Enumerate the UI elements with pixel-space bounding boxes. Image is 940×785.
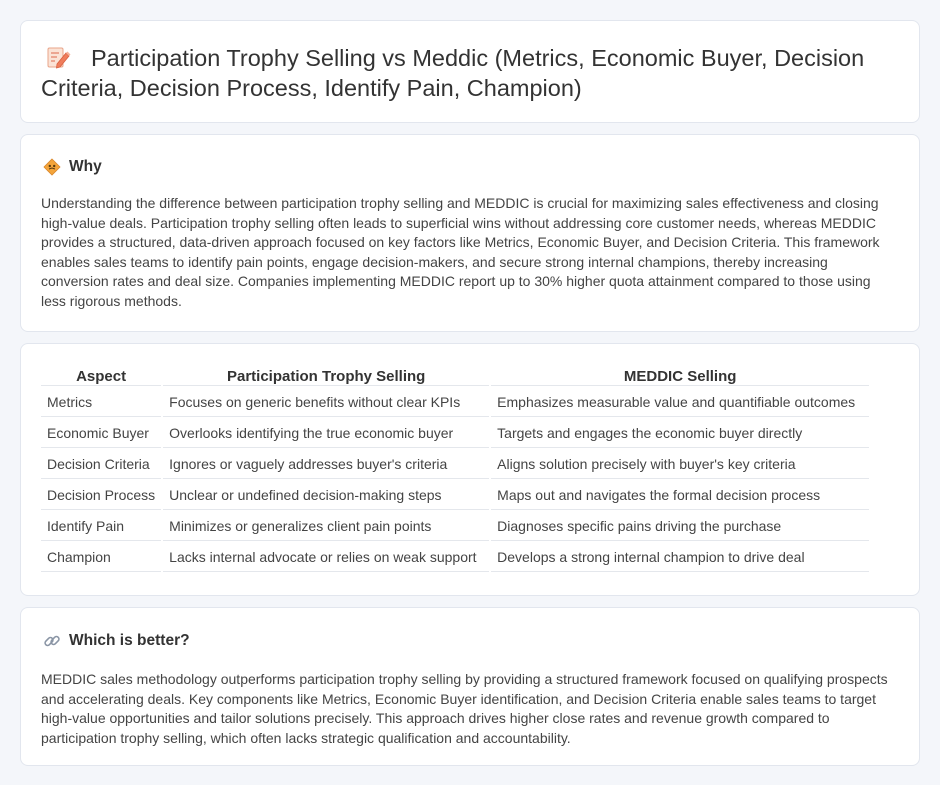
page-title — [41, 43, 899, 103]
table-row — [41, 481, 869, 510]
table-cell: Diagnoses specific pains driving the purchase — [491, 512, 869, 541]
why-section — [20, 134, 920, 332]
table-cell: Emphasizes measurable value and quantifiable outcomes — [491, 388, 869, 417]
table-row — [41, 450, 869, 479]
comparison-table — [39, 362, 871, 574]
table-cell: Identify Pain — [41, 512, 161, 541]
page-title-text: Participation Trophy Selling vs Meddic (Metrics, Economic Buyer, Decision Criteria, Decision Process, Identify Pain, Champion) — [41, 45, 865, 101]
table-cell: Aligns solution precisely with buyer's key criteria — [491, 450, 869, 479]
table-cell: Decision Process — [41, 481, 161, 510]
table-cell: Overlooks identifying the true economic buyer — [163, 419, 489, 448]
better-heading-text: Which is better? — [69, 632, 190, 649]
why-heading — [41, 157, 899, 177]
table-cell: Lacks internal advocate or relies on weak support — [163, 543, 489, 572]
table-cell: Ignores or vaguely addresses buyer's criteria — [163, 450, 489, 479]
why-heading-text: Why — [69, 158, 102, 175]
table-cell: Economic Buyer — [41, 419, 161, 448]
table-cell: Champion — [41, 543, 161, 572]
column-header-meddic: MEDDIC Selling — [491, 364, 869, 386]
table-cell: Minimizes or generalizes client pain points — [163, 512, 489, 541]
table-row — [41, 512, 869, 541]
table-row — [41, 388, 869, 417]
title-card — [20, 20, 920, 123]
table-cell: Unclear or undefined decision-making steps — [163, 481, 489, 510]
pencil-note-icon — [45, 44, 71, 70]
table-row — [41, 543, 869, 572]
better-text: MEDDIC sales methodology outperforms participation trophy selling by providing a structured framework focused on qualifying prospects and accelerating deals. Key components like Metrics, Economic Buyer identification, and Decision Criteria enable sales teams to target high-value opportunities and tailor solutions precisely. This approach drives higher close rates and revenue growth compared to participation trophy selling, which often lacks strategic qualification and accountability. — [41, 671, 888, 746]
table-header-row — [41, 364, 869, 386]
better-heading — [41, 631, 899, 651]
table-cell: Focuses on generic benefits without clear KPIs — [163, 388, 489, 417]
why-text: Understanding the difference between participation trophy selling and MEDDIC is crucial for maximizing sales effectiveness and closing high-value deals. Participation trophy selling often leads to superficial wins without addressing core customer needs, whereas MEDDIC provides a structured, data-driven approach focused on key factors like Metrics, Economic Buyer, and Decision Criteria. This framework enables sales teams to identify pain points, engage decision-makers, and secure strong internal champions, thereby increasing conversion rates and deal size. Companies implementing MEDDIC report up to 30% higher quota attainment compared to those using less rigorous methods. — [41, 195, 880, 309]
table-cell: Metrics — [41, 388, 161, 417]
diamond-sign-icon — [43, 158, 61, 176]
table-cell: Targets and engages the economic buyer directly — [491, 419, 869, 448]
column-header-aspect: Aspect — [41, 364, 161, 386]
table-cell: Maps out and navigates the formal decision process — [491, 481, 869, 510]
comparison-section — [20, 343, 920, 596]
table-cell: Develops a strong internal champion to drive deal — [491, 543, 869, 572]
table-row — [41, 419, 869, 448]
table-cell: Decision Criteria — [41, 450, 161, 479]
which-is-better-section — [20, 607, 920, 766]
column-header-participation: Participation Trophy Selling — [163, 364, 489, 386]
link-icon — [43, 632, 61, 650]
